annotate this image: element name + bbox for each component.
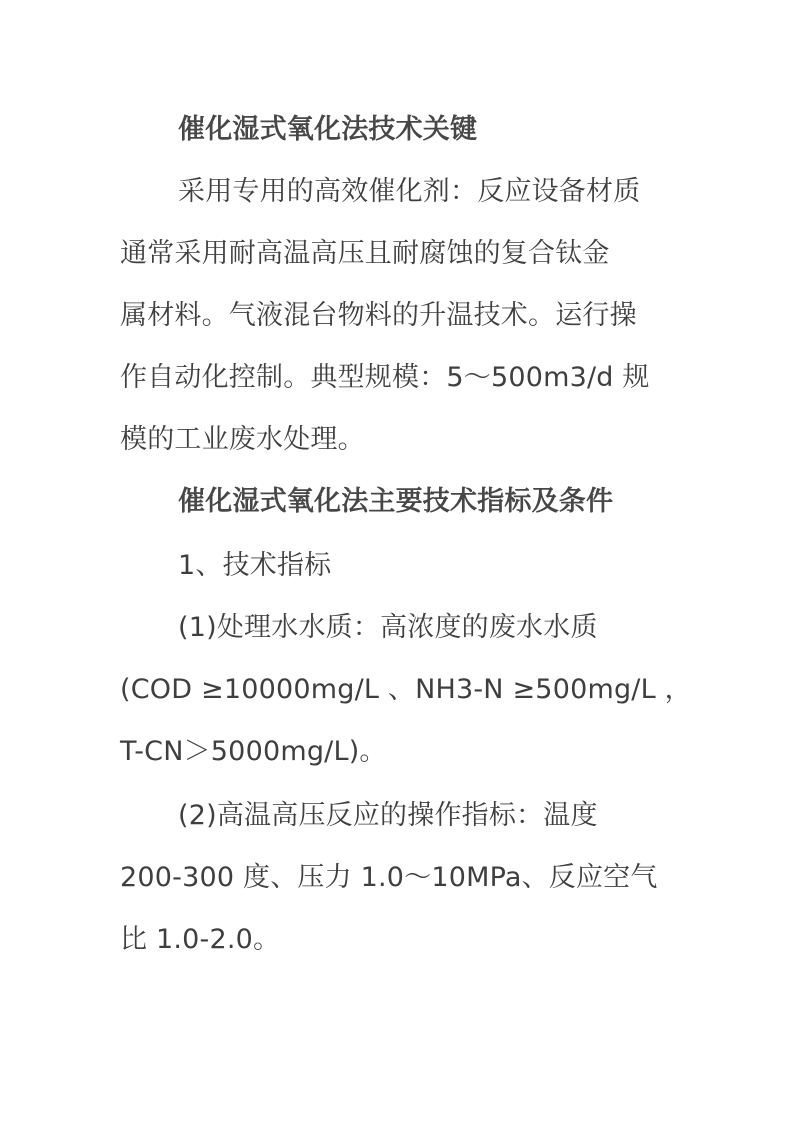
item-line: (2)高温高压反应的操作指标：温度 bbox=[178, 800, 598, 831]
paragraph-line: 作自动化控制。典型规模：5～500m3/d 规 bbox=[120, 362, 650, 393]
item-line: 200-300 度、压力 1.0～10MPa、反应空气 bbox=[120, 862, 658, 893]
paragraph-line: 采用专用的高效催化剂：反应设备材质 bbox=[178, 176, 641, 207]
heading-indicators: 催化湿式氧化法主要技术指标及条件 bbox=[178, 486, 614, 517]
item-line: 比 1.0-2.0。 bbox=[120, 924, 281, 955]
paragraph-line: 属材料。气液混台物料的升温技术。运行操 bbox=[120, 300, 637, 331]
item-line: T-CN＞5000mg/L)。 bbox=[120, 736, 387, 767]
paragraph-line: 模的工业废水处理。 bbox=[120, 424, 365, 455]
paragraph-line: 通常采用耐高温高压且耐腐蚀的复合钛金 bbox=[120, 238, 610, 269]
item-line: (COD ≥10000mg/L 、NH3-N ≥500mg/L ， bbox=[120, 674, 692, 705]
section-title: 1、技术指标 bbox=[178, 550, 332, 581]
item-line: (1)处理水水质：高浓度的废水水质 bbox=[178, 612, 598, 643]
heading-technical-key: 催化湿式氧化法技术关键 bbox=[178, 114, 478, 145]
